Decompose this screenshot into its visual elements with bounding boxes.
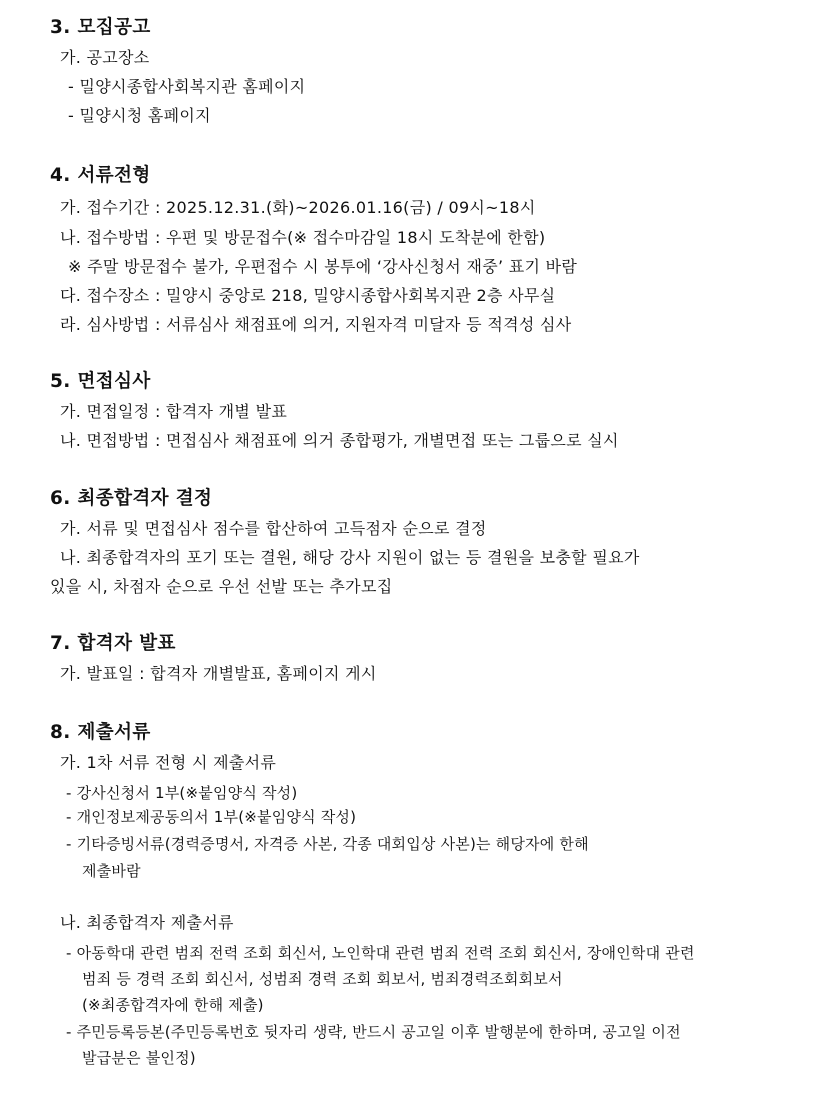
section-8-b-list-item: - 주민등록등본(주민등록번호 뒷자리 생략, 반드시 공고일 이후 발행분에 한하며, 공고일 이전 bbox=[66, 1023, 681, 1041]
section-3-list-item: - 밀양시청 홈페이지 bbox=[68, 106, 211, 125]
section-8-title: 8. 제출서류 bbox=[50, 722, 151, 743]
section-8-item-b: 나. 최종합격자 제출서류 bbox=[60, 913, 234, 932]
section-6-title: 6. 최종합격자 결정 bbox=[50, 488, 213, 509]
section-7-title: 7. 합격자 발표 bbox=[50, 633, 176, 654]
section-8-a-list-item: - 강사신청서 1부(※붙임양식 작성) bbox=[66, 784, 298, 802]
section-8-a-list-item: - 기타증빙서류(경력증명서, 자격증 사본, 각종 대회입상 사본)는 해당자에 한해 bbox=[66, 835, 589, 853]
section-8-item-a: 가. 1차 서류 전형 시 제출서류 bbox=[60, 753, 277, 772]
section-3-list-item: - 밀양시종합사회복지관 홈페이지 bbox=[68, 77, 306, 96]
section-8-b-list-item-continued: 범죄 등 경력 조회 회신서, 성범죄 경력 조회 회보서, 범죄경력조회회보서 bbox=[82, 970, 563, 988]
section-5-title: 5. 면접심사 bbox=[50, 371, 151, 392]
section-8-b-list-item-continued: (※최종합격자에 한해 제출) bbox=[82, 996, 264, 1014]
section-8-b-list-item-continued: 발급분은 불인정) bbox=[82, 1049, 196, 1067]
section-4-note: ※ 주말 방문접수 불가, 우편접수 시 봉투에 ‘강사신청서 재중’ 표기 바람 bbox=[68, 257, 578, 276]
section-8-b-list-item: - 아동학대 관련 범죄 전력 조회 회신서, 노인학대 관련 범죄 전력 조회 회신서, 장애인학대 관련 bbox=[66, 944, 695, 962]
section-7-item-a: 가. 발표일 : 합격자 개별발표, 홈페이지 게시 bbox=[60, 664, 377, 683]
section-4-item-c: 다. 접수장소 : 밀양시 중앙로 218, 밀양시종합사회복지관 2층 사무실 bbox=[60, 286, 556, 305]
section-6-item-b: 나. 최종합격자의 포기 또는 결원, 해당 강사 지원이 없는 등 결원을 보충할 필요가 bbox=[60, 548, 640, 567]
section-3-title: 3. 모집공고 bbox=[50, 17, 151, 38]
section-8-a-list-item-continued: 제출바람 bbox=[82, 862, 141, 880]
section-8-a-list-item: - 개인정보제공동의서 1부(※붙임양식 작성) bbox=[66, 808, 357, 826]
section-4-title: 4. 서류전형 bbox=[50, 165, 151, 186]
section-4-item-a: 가. 접수기간 : 2025.12.31.(화)~2026.01.16(금) / 09시~18시 bbox=[60, 198, 536, 217]
section-5-item-a: 가. 면접일정 : 합격자 개별 발표 bbox=[60, 402, 288, 421]
section-4-item-b: 나. 접수방법 : 우편 및 방문접수(※ 접수마감일 18시 도착분에 한함) bbox=[60, 228, 546, 247]
section-6-item-b-continued: 있을 시, 차점자 순으로 우선 선발 또는 추가모집 bbox=[50, 577, 393, 596]
section-5-item-b: 나. 면접방법 : 면접심사 채점표에 의거 종합평가, 개별면접 또는 그룹으로 실시 bbox=[60, 431, 619, 450]
section-3-item-a: 가. 공고장소 bbox=[60, 48, 150, 67]
section-4-item-d: 라. 심사방법 : 서류심사 채점표에 의거, 지원자격 미달자 등 적격성 심사 bbox=[60, 315, 572, 334]
section-6-item-a: 가. 서류 및 면접심사 점수를 합산하여 고득점자 순으로 결정 bbox=[60, 519, 487, 538]
